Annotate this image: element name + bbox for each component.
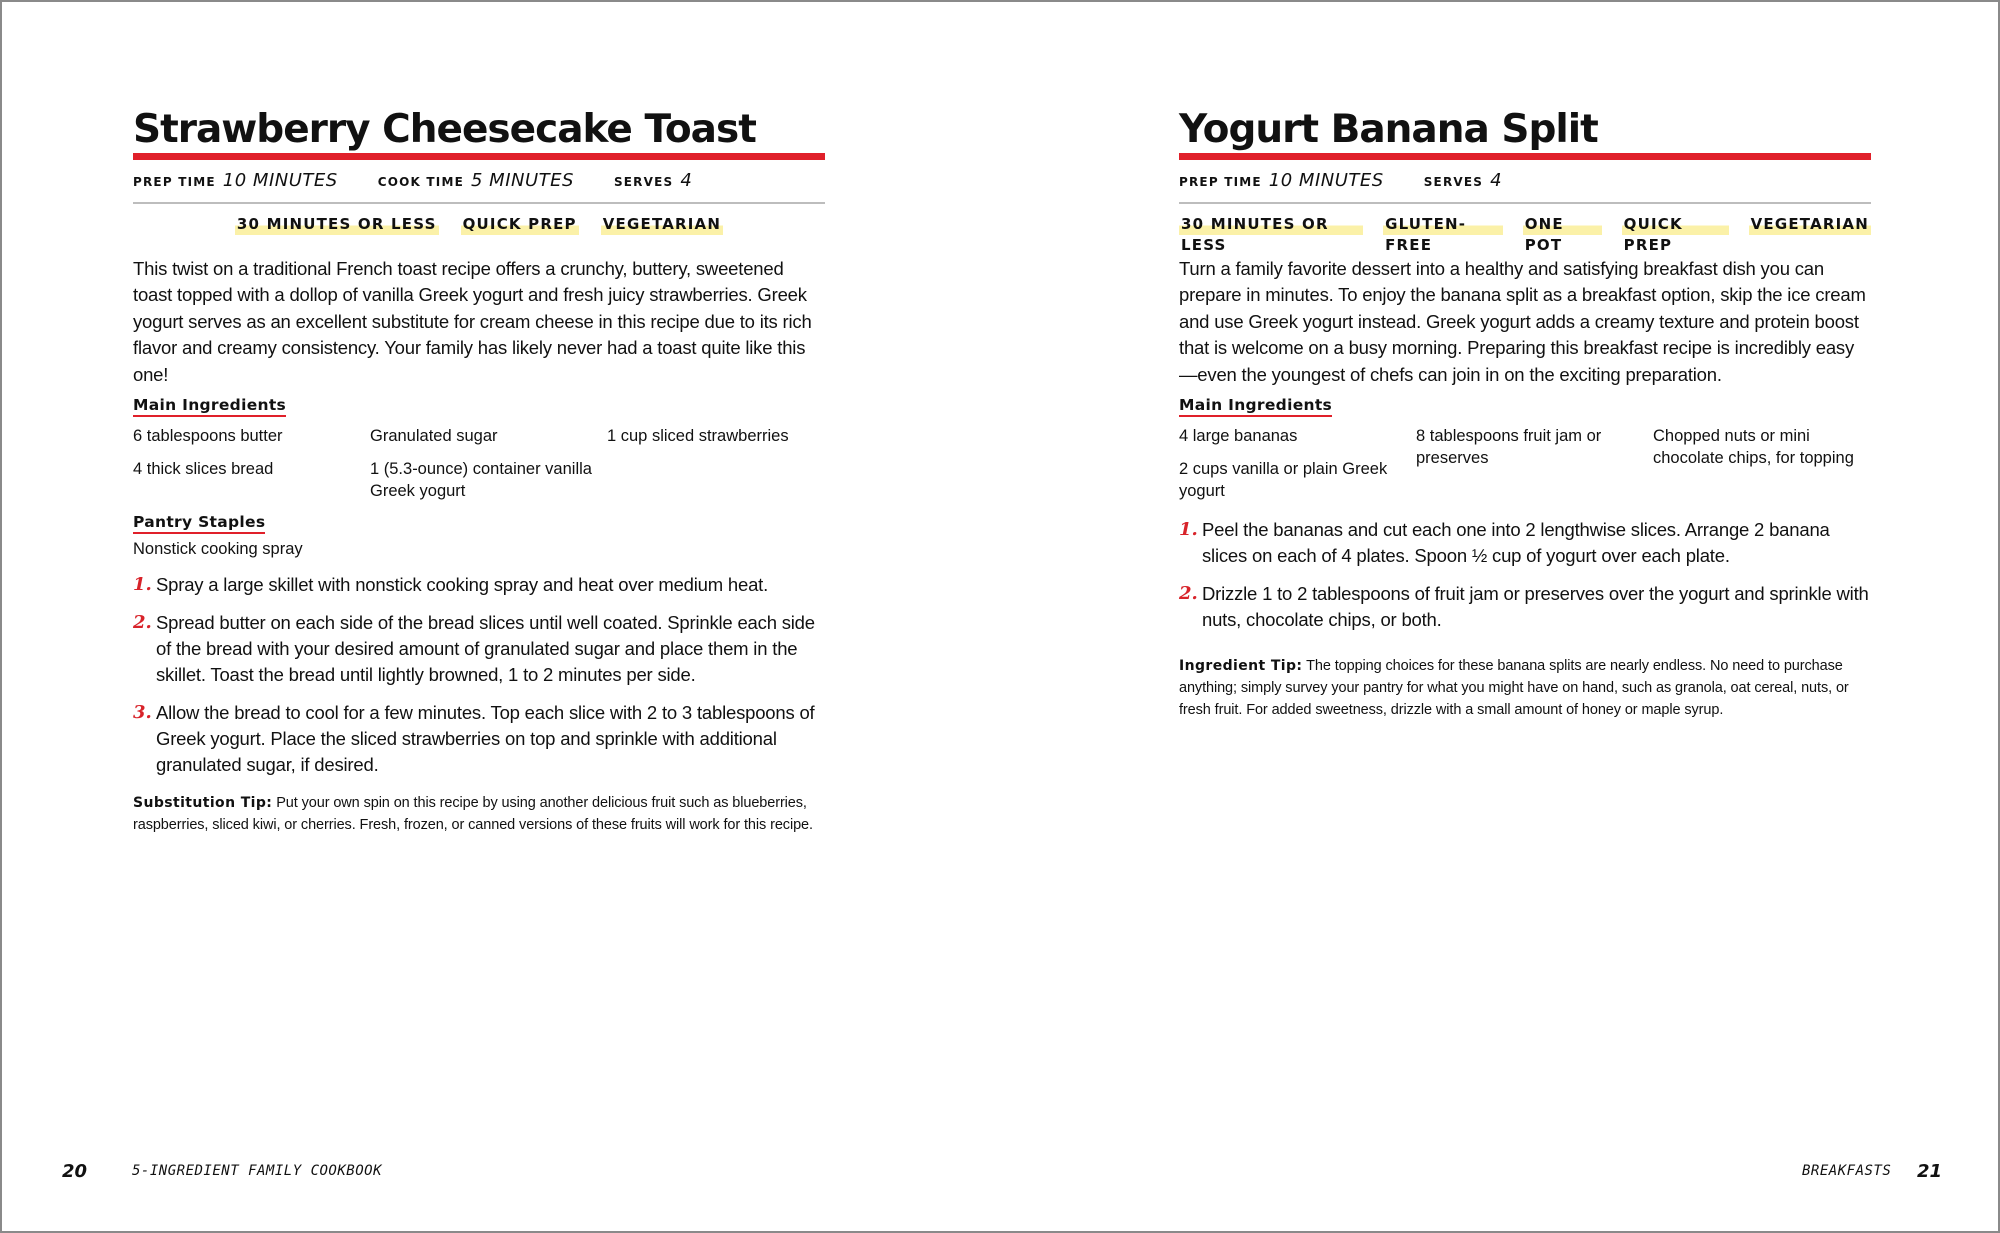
step-number: 1. xyxy=(1179,519,1198,541)
step-text: Allow the bread to cool for a few minutes. Top each slice with 2 to 3 tablespoons of Greek yogurt. Place the sliced strawberries on top and sprinkle with additional granulated sugar, if desired. xyxy=(156,702,815,776)
main-ingredients-heading: Main Ingredients xyxy=(133,396,286,417)
tip-text: Put your own spin on this recipe by using another delicious fruit such as blueberries, raspberries, sliced kiwi, or cherries. Fresh, frozen, or canned versions of these fruits will work for this recipe. xyxy=(133,795,813,834)
right-running-head: BREAKFASTS xyxy=(1802,1163,1892,1179)
tip-text: The topping choices for these banana splits are nearly endless. No need to purchase anything; simply survey your pantry for what you might have on hand, such as granola, oat cereal, nuts, or fresh fruit. For added sweetness, drizzle with a small amount of honey or maple syrup. xyxy=(1179,658,1849,719)
meta-label: SERVES xyxy=(613,174,674,189)
meta-value: 4 xyxy=(680,169,693,191)
recipe-tags xyxy=(133,204,825,244)
ingredient: 1 (5.3-ounce) container vanilla Greek yogurt xyxy=(370,460,592,501)
meta-label: COOK TIME xyxy=(377,174,464,189)
ingredient: Granulated sugar xyxy=(370,427,498,446)
recipe-meta xyxy=(1179,160,1871,204)
left-recipe xyxy=(133,107,825,836)
step-number: 1. xyxy=(133,574,152,596)
recipe-intro: Turn a family favorite dessert into a healthy and satisfying breakfast dish you can prepare in minutes. To enjoy the banana split as a breakfast option, skip the ice cream and use Greek yogurt instead. Greek yogurt adds a creamy texture and protein boost that is welcome on a busy morning. Preparing this breakfast recipe is incredibly easy—even the youngest of chefs can join in on the exciting preparation. xyxy=(1179,257,1866,385)
meta-value: 10 MINUTES xyxy=(1268,169,1384,191)
step xyxy=(1179,581,1871,633)
ingredient-column xyxy=(370,425,607,513)
serves xyxy=(1424,170,1502,191)
ingredients-grid xyxy=(133,425,825,513)
left-running-head: 5-INGREDIENT FAMILY COOKBOOK xyxy=(132,1163,383,1179)
recipe-tags xyxy=(1179,204,1871,254)
step-number: 3. xyxy=(133,702,152,724)
step-text: Spread butter on each side of the bread slices until well coated. Sprinkle each side of the bread with your desired amount of granulated sugar and place them in the skillet. Toast the bread until lightly browned, 1 to 2 minutes per side. xyxy=(156,612,815,686)
step-text: Drizzle 1 to 2 tablespoons of fruit jam or preserves over the yogurt and sprinkle with nuts, chocolate chips, or both. xyxy=(1202,583,1869,631)
tip-label: Ingredient Tip: xyxy=(1179,658,1303,675)
tag: QUICK PREP xyxy=(1622,214,1729,235)
pantry-staples-heading: Pantry Staples xyxy=(133,513,265,534)
tag: QUICK PREP xyxy=(462,214,577,233)
right-recipe xyxy=(1179,107,1871,721)
cook-time xyxy=(378,170,574,191)
step xyxy=(1179,517,1871,569)
recipe-title: Yogurt Banana Split xyxy=(1179,110,1871,160)
ingredient: 4 thick slices bread xyxy=(133,460,274,479)
meta-label: SERVES xyxy=(1423,174,1484,189)
step xyxy=(133,700,825,778)
recipe-steps xyxy=(1179,517,1871,633)
prep-time xyxy=(1179,170,1384,191)
tag: GLUTEN-FREE xyxy=(1383,214,1503,235)
step-number: 2. xyxy=(133,612,152,634)
ingredients-grid xyxy=(1179,425,1871,513)
recipe-intro: This twist on a traditional French toast recipe offers a crunchy, buttery, sweetened toast topped with a dollop of vanilla Greek yogurt and fresh juicy strawberries. Greek yogurt serves as an excellent substitute for cream cheese in this recipe due to its rich flavor and creamy consistency. Your family has likely never had a toast quite like this one! xyxy=(133,257,812,385)
recipe-steps xyxy=(133,572,825,778)
step xyxy=(133,610,825,688)
ingredient: 4 large bananas xyxy=(1179,427,1298,446)
recipe-title: Strawberry Cheesecake Toast xyxy=(133,110,825,160)
ingredient: 1 cup sliced strawberries xyxy=(607,427,789,446)
tag: 30 MINUTES OR LESS xyxy=(1179,214,1363,235)
meta-label: PREP TIME xyxy=(133,174,216,189)
ingredient-column xyxy=(1416,425,1653,513)
tag: ONE POT xyxy=(1523,214,1602,235)
tag: 30 MINUTES OR LESS xyxy=(236,214,437,233)
ingredient-column xyxy=(607,425,825,513)
meta-value: 5 MINUTES xyxy=(470,169,574,191)
serves xyxy=(614,170,692,191)
meta-value: 10 MINUTES xyxy=(222,169,338,191)
ingredient-column xyxy=(1179,425,1416,513)
step-text: Spray a large skillet with nonstick cooking spray and heat over medium heat. xyxy=(156,574,769,596)
prep-time xyxy=(133,170,338,191)
meta-label: PREP TIME xyxy=(1179,174,1262,189)
ingredient: 2 cups vanilla or plain Greek yogurt xyxy=(1179,460,1388,501)
recipe-meta xyxy=(133,160,825,204)
ingredient-tip xyxy=(1179,655,1871,721)
step-text: Peel the bananas and cut each one into 2 lengthwise slices. Arrange 2 banana slices on each of 4 plates. Spoon ½ cup of yogurt over each plate. xyxy=(1202,519,1830,567)
step xyxy=(133,572,825,598)
ingredient-column xyxy=(133,425,370,513)
right-page-number: 21 xyxy=(1917,1161,1943,1182)
substitution-tip xyxy=(133,792,825,836)
pantry-item: Nonstick cooking spray xyxy=(133,540,303,559)
ingredient: Chopped nuts or mini chocolate chips, for topping xyxy=(1653,427,1854,468)
ingredient-column xyxy=(1653,425,1871,513)
main-ingredients-heading: Main Ingredients xyxy=(1179,396,1332,417)
ingredient: 8 tablespoons fruit jam or preserves xyxy=(1416,427,1602,468)
step-number: 2. xyxy=(1179,583,1198,605)
meta-value: 4 xyxy=(1490,169,1503,191)
tag: VEGETARIAN xyxy=(602,214,722,233)
tip-label: Substitution Tip: xyxy=(133,795,273,812)
ingredient: 6 tablespoons butter xyxy=(133,427,283,446)
tag: VEGETARIAN xyxy=(1750,214,1869,233)
left-page-number: 20 xyxy=(62,1161,88,1182)
